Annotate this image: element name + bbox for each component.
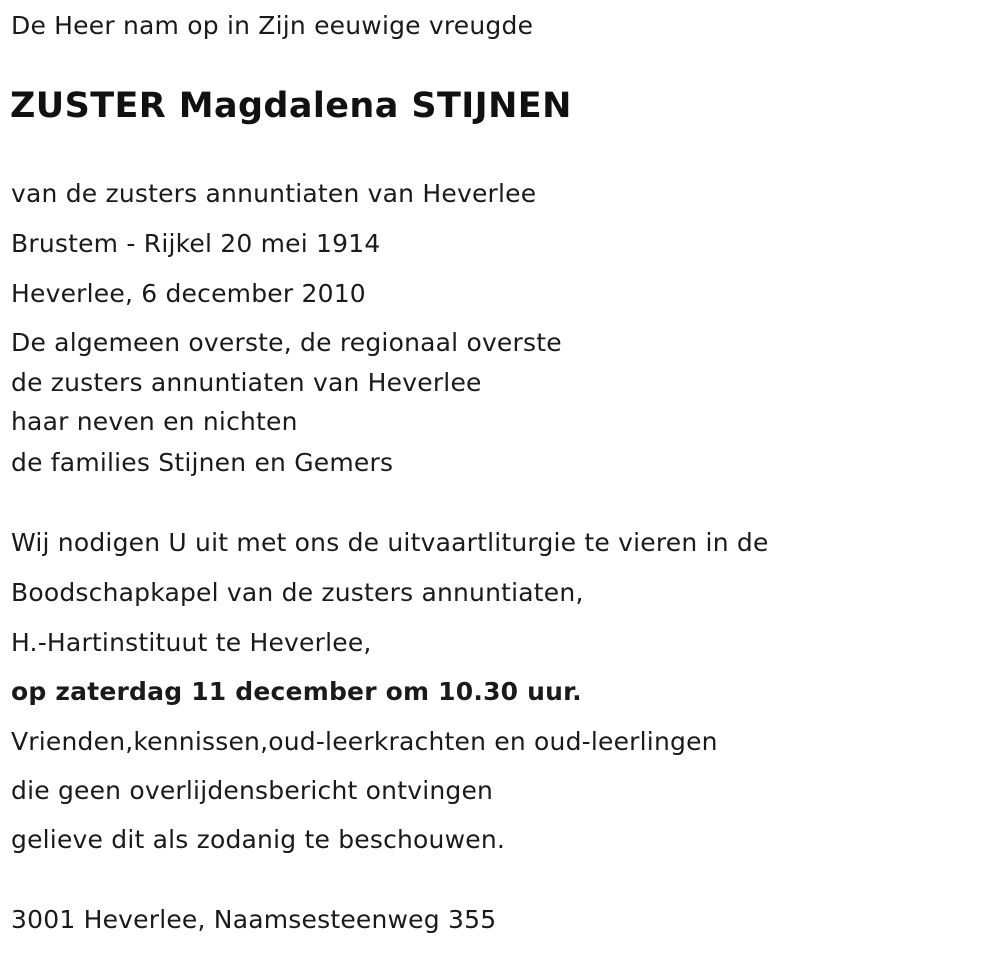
mourner-line: De algemeen overste, de regionaal overste — [11, 328, 562, 357]
notice-line: Vrienden,kennissen,oud-leerkrachten en oud-leerlingen — [11, 727, 718, 756]
mourner-line: haar neven en nichten — [11, 407, 298, 436]
intro-text: De Heer nam op in Zijn eeuwige vreugde — [11, 11, 534, 40]
invitation-line: Boodschapkapel van de zusters annuntiaten, — [11, 578, 584, 607]
congregation-text: van de zusters annuntiaten van Heverlee — [11, 179, 537, 208]
birth-line: Brustem - Rijkel 20 mei 1914 — [11, 229, 381, 258]
address-text: 3001 Heverlee, Naamsesteenweg 355 — [11, 905, 497, 934]
mourner-line: de zusters annuntiaten van Heverlee — [11, 368, 482, 397]
deceased-name: ZUSTER Magdalena STIJNEN — [10, 86, 572, 126]
mourner-line: de families Stijnen en Gemers — [11, 448, 394, 477]
notice-line: die geen overlijdensbericht ontvingen — [11, 776, 494, 805]
service-date: op zaterdag 11 december om 10.30 uur. — [11, 677, 582, 706]
death-line: Heverlee, 6 december 2010 — [11, 279, 366, 308]
invitation-line: Wij nodigen U uit met ons de uitvaartliturgie te vieren in de — [11, 528, 769, 557]
notice-line: gelieve dit als zodanig te beschouwen. — [11, 825, 506, 854]
invitation-line: H.-Hartinstituut te Heverlee, — [11, 628, 372, 657]
